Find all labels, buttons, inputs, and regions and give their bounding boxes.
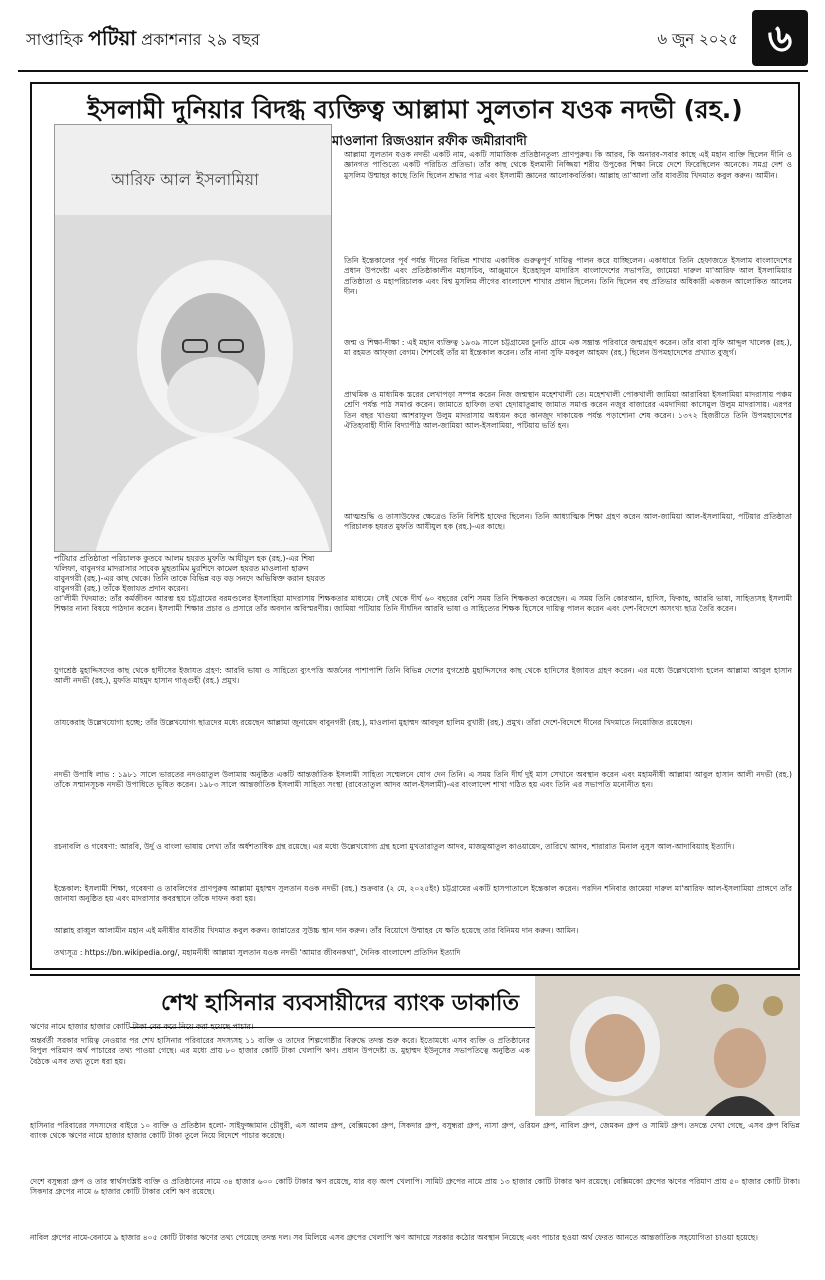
paragraph-7: যুগশ্রেষ্ঠ মুহাদ্দিসদের কাছ থেকে হাদীসের ইজাযত গ্রহণ: আরবি ভাষা ও সাহিত্যে ব্যুৎপত্তি অর্জনের পাশাপাশি তিনি বিভিন্ন দেশের যুগশ্রেষ্ঠ মুহাদ্দিসদের কাছ থেকে হাদিসের ইজাযত গ্রহণ করেন। এর মধ্যে উল্লেখযোগ্য হলেন আল্লামা আবুল হাসান আলী নদভী (রহ.), মুফতি মাহমুদ হাসান গাঙ্গুহী (রহ.) প্রমুখ। [54, 666, 792, 686]
masthead [18, 10, 808, 72]
weekly-label: সাপ্তাহিক [26, 30, 84, 49]
article2-photo [535, 976, 800, 1116]
paper-name: পটিয়া [88, 26, 137, 50]
paragraph-6: তা'লীমী খিদমাত: তাঁর কর্মজীবন আরম্ভ হয় চট্টগ্রামের বরমণ্ডলের ইসলাহিয়া মাদরাসায় শিক্ষকতার মাধ্যমে। সেই থেকে দীর্ঘ ৬০ বছরের বেশি সময় তিনি শিক্ষকতা করেছেন। এ সময় তিনি কোরআন, হাদিস, ফিকাহ, আরবি ভাষা, সাহিত্যসহ ইসলামী শিক্ষার নানা বিষয়ে পাঠদান করেন। ইসলামী শিক্ষার প্রচার ও প্রসারে তাঁর অবদান অবিস্মরণীয়। জামিয়া পটিয়ায় তিনি দীর্ঘদিন আরবি ভাষা ও সাহিত্যের শিক্ষক হিসেবে দায়িত্ব পালন করেন এবং দেশ-বিদেশে অসংখ্য ছাত্র তৈরি করেন। [54, 594, 792, 614]
paragraph-10: রচনাবলি ও গবেষণা: আরবি, উর্দু ও বাংলা ভাষায় লেখা তাঁর অর্ধশতাধিক গ্রন্থ রয়েছে। এর মধ্যে উল্লেখযোগ্য গ্রন্থ হলো মুখতারাতুল আদব, মাজমুআতুল কাওয়ায়েদ, তারিখে আদব, শারারাত মিনাল নুসুস আল-আদাবিয়্যাহ ইত্যাদি। [54, 842, 735, 851]
paragraph-8: তাযকেরাহ উল্লেখযোগ্য হচ্ছে: তাঁর উল্লেখযোগ্য ছাত্রদের মধ্যে রয়েছেন আল্লামা জুনায়েদ বাবুনগরী (রহ.), মাওলানা মুহাম্মদ আবদুল হালিম বুখারী (রহ.) প্রমুখ। তাঁরা দেশে-বিদেশে দীনের খিদমাতে নিয়োজিত রয়েছেন। [54, 718, 693, 727]
article-sultan-zauq-nadvi [30, 82, 800, 970]
article-hasina-bank-robbery [30, 974, 800, 1274]
article2-paragraph-1: অন্তর্বর্তী সরকার দায়িত্ব নেওয়ার পর শেখ হাসিনার পরিবারের সদস্যসহ ১১ ব্যক্তি ও তাদের শিল্পগোষ্ঠীর বিরুদ্ধে তদন্ত শুরু করে। ইতোমধ্যে এসব ব্যক্তি ও প্রতিষ্ঠানের বিপুল পরিমাণ অর্থ পাচারের তথ্য পাওয়া গেছে। এর মধ্যে প্রায় ৮০ হাজার কোটি টাকা খেলাপি ঋণ। প্রধান উপদেষ্টা ড. মুহাম্মদ ইউনূসের সভাপতিত্বে অনুষ্ঠিত এক বৈঠকে এসব তথ্য তুলে ধরা হয়। [30, 1036, 530, 1066]
article2-paragraph-3: দেশে বসুন্ধরা গ্রুপ ও তার স্বার্থসংশ্লিষ্ট ব্যক্তি ও প্রতিষ্ঠানের নামে ৩৪ হাজার ৬০০ কোটি টাকার ঋণ রয়েছে, যার বড় অংশ খেলাপি। সামিট গ্রুপের নামে প্রায় ১৩ হাজার কোটি টাকার ঋণ রয়েছে। বেক্সিমকো গ্রুপের ঋণের পরিমাণ প্রায় ৫০ হাজার কোটি টাকা। সিকদার গ্রুপের নামে ৬ হাজার কোটি টাকার বেশি ঋণ রয়েছে। [30, 1177, 800, 1197]
paragraph-11: ইন্তেকাল: ইসলামী শিক্ষা, গবেষণা ও তাবলিগের প্রাণপুরুষ আল্লামা মুহাম্মদ সুলতান যওক নদভী (রহ.) শুক্রবার (২ মে, ২০২৫ইং) চট্টগ্রামের একটি হাসপাতালে ইন্তেকাল করেন। পরদিন শনিবার জামেয়া দারুল মা'আরিফ আল-ইসলামিয়া প্রাঙ্গণে তাঁর জানাযা অনুষ্ঠিত হয় এবং মাদরাসার কবরস্থানে তাঁকে দাফন করা হয়। [54, 884, 792, 904]
paragraph-3: জন্ম ও শিক্ষা-দীক্ষা : এই মহান ব্যক্তিত্ব ১৯৩৯ সালে চট্টগ্রামের চুনতি গ্রামে এক সম্ভ্রান্ত পরিবারে জন্মগ্রহণ করেন। তাঁর বাবা সুফি আব্দুল খালেক (রহ.), মা রহমত আফ্‌জা বেগম। শৈশবেই তাঁর মা ইন্তেকাল করেন। তাঁর নানা সুফি মকবুল আহমদ (রহ.) ছিলেন উপমহাদেশের প্রখ্যাত বুজুর্গ। [344, 338, 792, 358]
article-title: ইসলামী দুনিয়ার বিদগ্ধ ব্যক্তিত্ব আল্লামা সুলতান যওক নদভী (রহ.) [87, 95, 743, 124]
issue-date: ৬ জুন ২০২৫ [657, 30, 738, 48]
photo-caption: পটিয়ার প্রতিষ্ঠাতা পরিচালক কুতবে আলম হযরত মুফতি আযীযুল হক (রহ.)-এর শিষ্য খলিফা, বাবুনগর মাদরাসার সাবেক মুহতামিম মুরশিদে কামেল হযরত মাওলানা হারুন বাবুনগরী (রহ.)-এর কাছ থেকে। তিনি তাকে বিভিন্ন বড় বড় সনদে অভিষিক্ত করান হযরত বাবুনগরী (রহ.) তাঁকে ইজাযত প্রদান করেন। [54, 554, 325, 594]
article2-title: শেখ হাসিনার ব্যবসায়ীদের ব্যাংক ডাকাতি [130, 986, 550, 1028]
portrait-photo [54, 124, 332, 552]
paragraph-1: আল্লামা সুলতান যওক নদভী একটি নাম, একটি সামাজিক প্রতিষ্ঠানতুল্য প্রাণপুরুষ। কি আরব, কি অনারব-সবার কাছে এই মহান ব্যক্তি ছিলেন দীনি ও জ্ঞানগত পাণ্ডিত্যে একটি পরিচিত প্রতিভা। তাঁর কাছ থেকে ইলমানী নিজ্জিয়া শরীয় উপুকের শিক্ষা নিয়ে দেশে ফিরেছিলেন অনেকে। সমগ্র দেশ ও মুসলিম উম্মাহর কাছে তিনি ছিলেন শ্রদ্ধার পাত্র এবং ইসলামী জ্ঞানের আলোকবর্তিকা। আল্লাহ তা'আলা তাঁর যাবতীয় খিদমাত কবুল করুন। আমীন। [344, 150, 792, 180]
article2-intro: ঋণের নামে হাজার হাজার কোটি টাকা বের করে নিয়ে করা হয়েছে পাচার। [30, 1022, 254, 1031]
masthead-left [26, 24, 260, 57]
paragraph-5: আত্মশুদ্ধি ও তাসাউফের ক্ষেত্রেও তিনি বিশিষ্ট হাফের ছিলেন। তিনি আধ্যাত্মিক শিক্ষা গ্রহণ করেন আল-জামিয়া আল-ইসলামিয়া, পটিয়ার প্রতিষ্ঠাতা পরিচালক হযরত মুফতি আযীযুল হক (রহ.)-এর কাছে। [344, 512, 792, 532]
article-byline: মাওলানা রিজওয়ান রফীক জমীরাবাদী [332, 134, 527, 149]
page-number: ৬ [752, 10, 808, 66]
paragraph-12: আল্লাহ রাব্বুল আলামীন মহান এই মনীষীর যাবতীয় খিদমাত কবুল করুন। জান্নাতের সুউচ্চ স্থান দান করুন। তাঁর বিয়োগে উম্মাহর যে ক্ষতি হয়েছে তার বিনিময় দান করুন। আমিন। [54, 926, 579, 935]
paragraph-2: তিনি ইন্তেকালের পূর্ব পর্যন্ত দীনের বিভিন্ন শাখায় একাধিক গুরুত্বপূর্ণ দায়িত্ব পালন করে যাচ্ছিলেন। একাধারে তিনি হেফাজতে ইসলাম বাংলাদেশের প্রধান উপদেষ্টা এবং প্রতিষ্ঠাকালীন মহাসচিব, আঞ্জুমানে ইত্তেহাদুল মাদারিস বাংলাদেশের সভাপতি, জামেয়া দারুল মা'আরিফ আল ইসলামিয়ার প্রতিষ্ঠাতা ও মহাপরিচালক এবং বিশ্ব মুসলিম লীগের বাংলাদেশ শাখার প্রধান ছিলেন। তিনি ছিলেন বহু প্রতিভার অধিকারী একজন আলোকিত আলেম দীন। [344, 256, 792, 296]
paragraph-4: প্রাথমিক ও মাধ্যমিক স্তরের লেখাপড়া সম্পন্ন করেন নিজ জন্মস্থান মহেশখালী তে। মহেশখালী পোকখালী জামিয়া আরাবিয়া ইসলামিয়া মাদরাসায় পঞ্চম শ্রেণি পর্যন্ত পাঠ সমাপ্ত করেন। জামাতে হাফিজ তথা হেদায়াতুন্নাহু জামাত সমাপ্ত করেন নজুর বাজারের এমদাদিয়া কাসেমুল উলুম মাদরাসায়। এরপর তিন বছর খাগুয়া আশরাফুল উলুম মাদরাসায় অধ্যয়ন করে কানজুদ দাকায়েক পর্যন্ত পড়াশোনা শেষ করেন। ১৩৭২ হিজরীতে তিনি উপমহাদেশের ঐতিহ্যবাহী দীনি বিদ্যাপীঠ আল-জামিয়া আল-ইসলামিয়া, পটিয়ায় ভর্তি হন। [344, 390, 792, 430]
paragraph-9: নদভী উপাধি লাভ : ১৯৮১ সালে ভারতের নদওয়াতুল উলামায় অনুষ্ঠিত একটি আন্তর্জাতিক ইসলামী সাহিত্য সম্মেলনে যোগ দেন তিনি। এ সময় তিনি দীর্ঘ দুই মাস সেখানে অবস্থান করেন এবং মহামনীষী আল্লামা আবুল হাসান আলী নদভী (রহ.) তাঁকে সম্মানসূচক নদভী উপাধিতে ভূষিত করেন। ১৯৮৩ সালে আন্তর্জাতিক ইসলামী সাহিত্য সংস্থা (রাবেতাতুল আদব আল-ইসলামী)-এর বাংলাদেশ শাখা গঠিত হয় এবং তিনি এর সভাপতি মনোনীত হন। [54, 770, 792, 790]
sources-line: তথ্যসূত্র : https://bn.wikipedia.org/, মহামনীষী আল্লামা সুলতান যওক নদভী 'আমার জীবনকথা', দৈনিক বাংলাদেশ প্রতিদিন ইত্যাদি [54, 948, 461, 957]
photo-banner-text: আরিফ আল ইসলামিয়া [111, 170, 259, 189]
article2-paragraph-2: হাসিনার পরিবারের সদস্যদের বাইরে ১০ ব্যক্তি ও প্রতিষ্ঠান হলো- সাইফুজ্জামান চৌধুরী, এস আলম গ্রুপ, বেক্সিমকো গ্রুপ, সিকদার গ্রুপ, বসুন্ধরা গ্রুপ, নাসা গ্রুপ, ওরিয়ন গ্রুপ, নাবিল গ্রুপ, জেমকন গ্রুপ ও সামিট গ্রুপ। তদন্তে দেখা গেছে, এসব গ্রুপ বিভিন্ন ব্যাংক থেকে ঋণের নামে হাজার হাজার কোটি টাকা তুলে নিয়ে বিদেশে পাচার করেছে। [30, 1121, 800, 1141]
article2-paragraph-4: নাবিল গ্রুপের নামে-বেনামে ৯ হাজার ৪০৫ কোটি টাকার ঋণের তথ্য পেয়েছে তদন্ত দল। সব মিলিয়ে এসব গ্রুপের খেলাপি ঋণ আদায়ে সরকার কঠোর অবস্থান নিয়েছে এবং পাচার হওয়া অর্থ ফেরত আনতে আন্তর্জাতিক সহযোগিতা চাওয়া হয়েছে। [30, 1233, 758, 1242]
tagline: প্রকাশনার ২৯ বছর [141, 30, 260, 49]
